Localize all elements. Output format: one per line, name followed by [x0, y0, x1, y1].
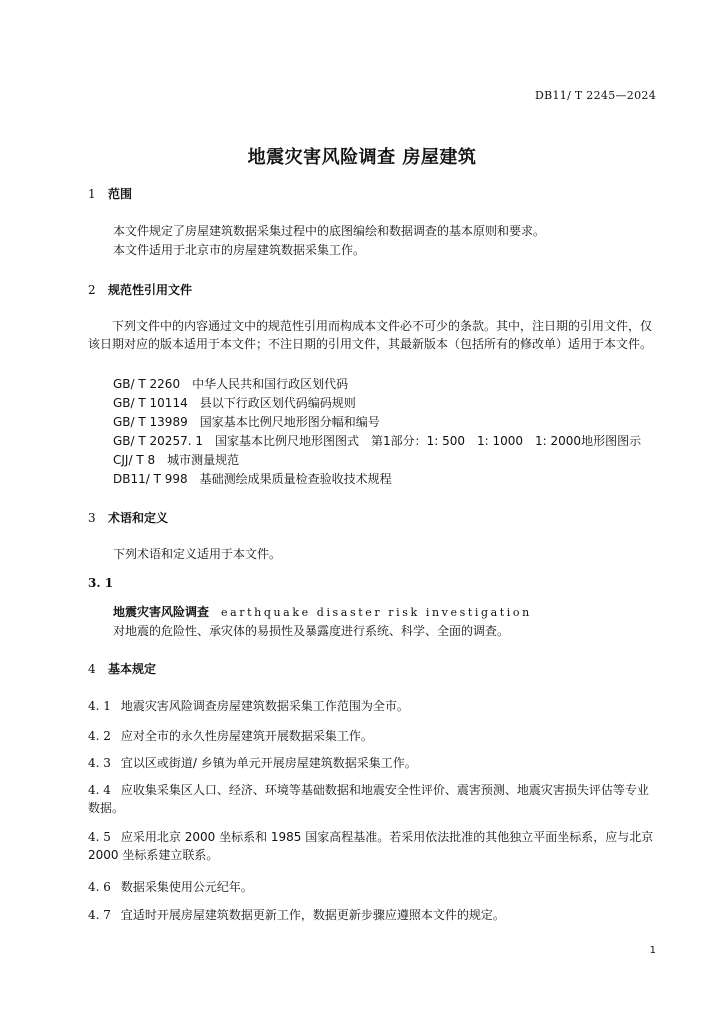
term-line: [113, 603, 532, 620]
clause-number: 4. 3: [88, 756, 111, 770]
section-title: 范围: [108, 187, 133, 201]
clause-item: [88, 754, 417, 771]
term-english: earthquake disaster risk investigation: [221, 606, 532, 619]
section-2-paragraph: 下列文件中的内容通过文中的规范性引用而构成本文件必不可少的条款。其中，注日期的引用文件，仅该日期对应的版本适用于本文件；不注日期的引用文件，其最新版本（包括所有的修改单）适用于本文件。: [88, 319, 653, 351]
clause-item: [88, 906, 505, 923]
page-number: 1: [649, 945, 656, 956]
section-3-paragraph: 下列术语和定义适用于本文件。: [113, 547, 282, 561]
clause-text: 地震灾害风险调查房屋建筑数据采集工作范围为全市。: [120, 699, 409, 713]
document-title: 地震灾害风险调查 房屋建筑: [247, 147, 477, 168]
reference-item: CJJ/ T 8 城市测量规范: [113, 453, 240, 467]
clause-text: 应收集采集区人口、经济、环境等基础数据和地震安全性评价、震害预测、地震灾害损失评估等专业数据。: [88, 783, 649, 815]
section-3-heading: [88, 509, 168, 526]
clause-number: 4. 4: [88, 783, 111, 797]
reference-item: GB/ T 10114 县以下行政区划代码编码规则: [113, 396, 356, 410]
clause-item: [88, 828, 658, 864]
clause-item: [88, 697, 409, 714]
clause-number: 4. 6: [88, 880, 111, 894]
clause-text: 宜以区或街道/ 乡镇为单元开展房屋建筑数据采集工作。: [120, 756, 417, 770]
clause-text: 宜适时开展房屋建筑数据更新工作，数据更新步骤应遵照本文件的规定。: [120, 908, 505, 922]
section-number: 2: [88, 283, 96, 297]
term-chinese: 地震灾害风险调查: [113, 605, 210, 619]
section-number: 1: [88, 187, 96, 201]
clause-number: 4. 1: [88, 699, 111, 713]
section-number: 4: [88, 662, 96, 676]
reference-item: DB11/ T 998 基础测绘成果质量检查验收技术规程: [113, 472, 392, 486]
subsection-number: 3. 1: [88, 576, 114, 590]
clause-number: 4. 2: [88, 729, 111, 743]
section-title: 规范性引用文件: [108, 283, 193, 297]
section-2-heading: [88, 281, 192, 298]
standard-code: DB11/ T 2245—2024: [534, 89, 656, 102]
reference-item: GB/ T 20257. 1 国家基本比例尺地形图图式 第1部分：1: 500 1: 1000 1: 2000地形图图示: [113, 434, 642, 448]
clause-text: 应采用北京 2000 坐标系和 1985 国家高程基准。若采用依法批准的其他独立平面坐标系，应与北京 2000 坐标系建立联系。: [88, 830, 654, 862]
clause-item: [88, 781, 658, 817]
clause-item: [88, 727, 373, 744]
clause-text: 应对全市的永久性房屋建筑开展数据采集工作。: [120, 729, 373, 743]
clause-number: 4. 7: [88, 908, 111, 922]
clause-item: [88, 878, 253, 895]
reference-item: GB/ T 2260 中华人民共和国行政区划代码: [113, 377, 349, 391]
section-1-heading: [88, 185, 132, 202]
section-4-heading: [88, 660, 156, 677]
clause-number: 4. 5: [88, 830, 111, 844]
section-number: 3: [88, 511, 96, 525]
term-definition: 对地震的危险性、承灾体的易损性及暴露度进行系统、科学、全面的调查。: [113, 624, 510, 638]
section-title: 术语和定义: [108, 511, 169, 525]
clause-text: 数据采集使用公元纪年。: [120, 880, 253, 894]
section-title: 基本规定: [108, 662, 157, 676]
reference-item: GB/ T 13989 国家基本比例尺地形图分幅和编号: [113, 415, 380, 429]
section-1-paragraph-2: 本文件适用于北京市的房屋建筑数据采集工作。: [113, 243, 366, 257]
section-1-paragraph-1: 本文件规定了房屋建筑数据采集过程中的底图编绘和数据调查的基本原则和要求。: [113, 224, 546, 238]
